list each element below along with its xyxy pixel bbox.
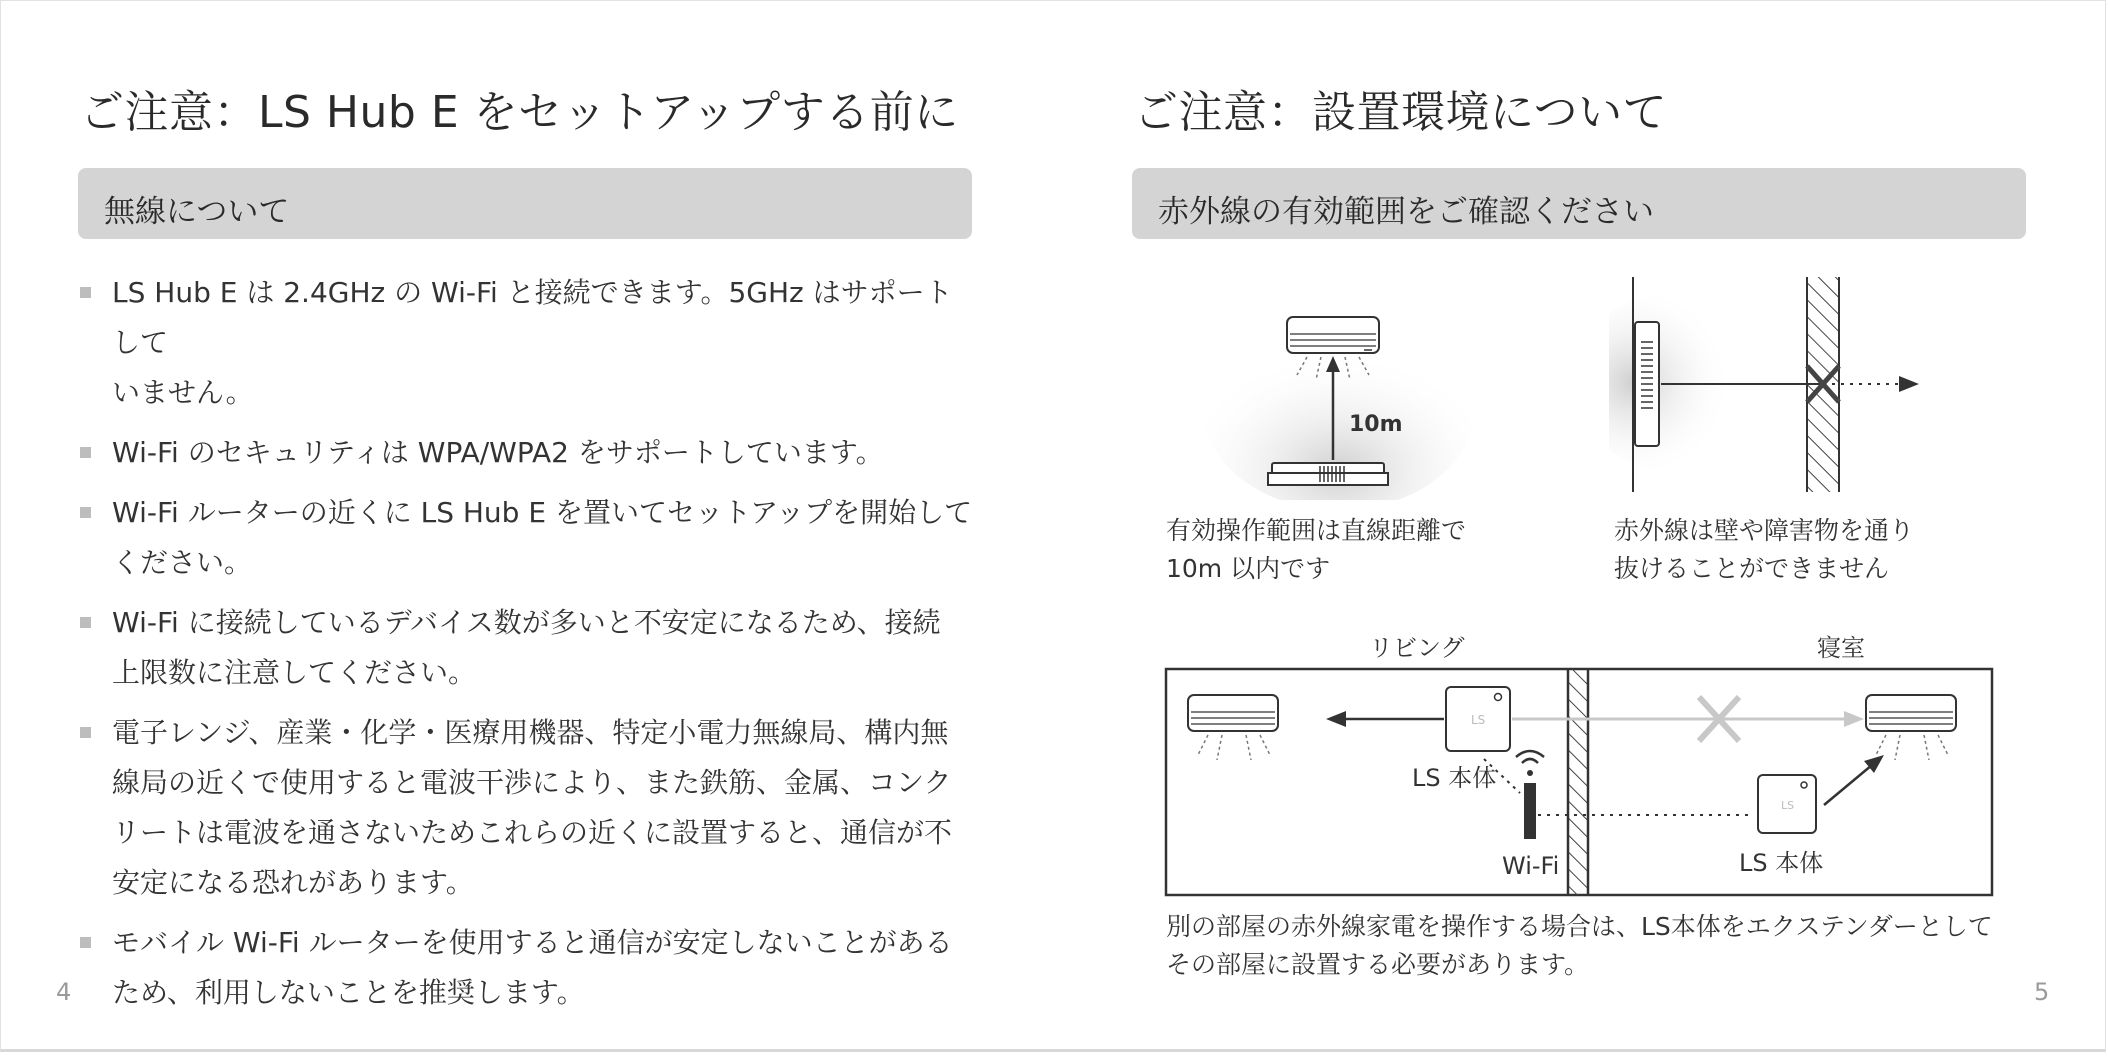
list-item [80, 428, 980, 478]
list-item-line: 線局の近くで使用すると電波干渉により、また鉄筋、金属、コンク [112, 766, 952, 799]
list-item [80, 598, 980, 698]
right-page-title: ご注意：設置環境について [1134, 87, 1668, 138]
ir-range-diagram [1204, 290, 1504, 500]
bullet-square-icon [80, 447, 91, 458]
ls-hub-extender-icon [1758, 775, 1816, 833]
ls-hub-device-icon [1268, 463, 1388, 485]
list-item-line: Wi-Fi ルーターの近くに LS Hub E を置いてセットアップを開始して [112, 496, 973, 529]
page-number: 5 [2034, 978, 2050, 1006]
air-conditioner-icon [1188, 695, 1278, 760]
wall-mounted-device-icon [1635, 322, 1659, 446]
list-item-line: ください。 [112, 546, 253, 579]
partition-wall [1568, 669, 1588, 895]
section-header-label: 無線について [104, 194, 290, 230]
device-label-bedroom: LS 本体 [1739, 849, 1824, 877]
caption-line: 有効操作範囲は直線距離で [1166, 516, 1467, 545]
caption-bottom [1166, 908, 1993, 984]
list-item-line: モバイル Wi-Fi ルーターを使用すると通信が安定しないことがある [112, 926, 953, 959]
extender-room-diagram [1154, 625, 2054, 905]
ls-hub-device-icon [1446, 687, 1510, 751]
section-header-infrared [1132, 168, 2026, 239]
caption-line: 赤外線は壁や障害物を通り [1614, 516, 1915, 545]
caption-range [1166, 512, 1466, 588]
left-page-title: ご注意：LS Hub E をセットアップする前に [80, 87, 959, 138]
arrow-head-icon [1899, 376, 1919, 392]
bullet-square-icon [80, 727, 91, 738]
list-item-line: 上限数に注意してください。 [112, 656, 477, 689]
list-item-line: Wi-Fi のセキュリティは WPA/WPA2 をサポートしています。 [112, 436, 884, 469]
list-item-line: ため、利用しないことを推奨します。 [112, 976, 585, 1009]
list-item [80, 708, 980, 908]
section-header-label: 赤外線の有効範囲をご確認ください [1158, 194, 1654, 230]
list-item-line: 電子レンジ、産業・化学・医療用機器、特定小電力無線局、構内無 [112, 716, 949, 749]
wifi-router-icon [1516, 751, 1544, 839]
device-logo: LS [1781, 799, 1795, 812]
arrow-head-icon [1844, 711, 1864, 727]
caption-line: 抜けることができません [1614, 554, 1890, 583]
list-item [80, 918, 980, 1018]
list-item-line: リートは電波を通さないためこれらの近くに設置すると、通信が不 [112, 816, 953, 849]
ir-beam [1824, 765, 1872, 805]
notice-list [80, 268, 980, 1028]
bullet-square-icon [80, 287, 91, 298]
list-item-line: LS Hub E は 2.4GHz の Wi-Fi と接続できます。5GHz はサポートして [112, 276, 953, 359]
list-item-line: 安定になる恐れがあります。 [112, 866, 474, 899]
ir-glow [1609, 292, 1759, 472]
bullet-square-icon [80, 937, 91, 948]
device-label-living: LS 本体 [1412, 764, 1497, 792]
room-label-living: リビング [1369, 634, 1465, 662]
caption-line: 10m 以内です [1166, 554, 1331, 583]
section-header-wireless [78, 168, 972, 239]
list-item-line: Wi-Fi に接続しているデバイス数が多いと不安定になるため、接続 [112, 606, 941, 639]
bullet-square-icon [80, 507, 91, 518]
range-distance-label: 10m [1349, 412, 1403, 437]
room-label-bedroom: 寝室 [1817, 634, 1865, 662]
list-item [80, 488, 980, 588]
caption-line: その部屋に設置する必要があります。 [1166, 950, 1590, 979]
arrow-head-icon [1326, 711, 1346, 727]
ir-wall-diagram [1609, 272, 1949, 497]
caption-wall [1614, 512, 1914, 588]
wifi-label: Wi-Fi [1502, 852, 1560, 880]
air-conditioner-icon [1866, 695, 1956, 760]
bullet-square-icon [80, 617, 91, 628]
list-item-line: いません。 [112, 376, 254, 409]
page-number: 4 [56, 978, 72, 1006]
list-item [80, 268, 980, 418]
caption-line: 別の部屋の赤外線家電を操作する場合は、LS本体をエクステンダーとして [1166, 912, 1993, 941]
right-page [1054, 0, 2108, 1056]
device-logo: LS [1471, 713, 1486, 727]
